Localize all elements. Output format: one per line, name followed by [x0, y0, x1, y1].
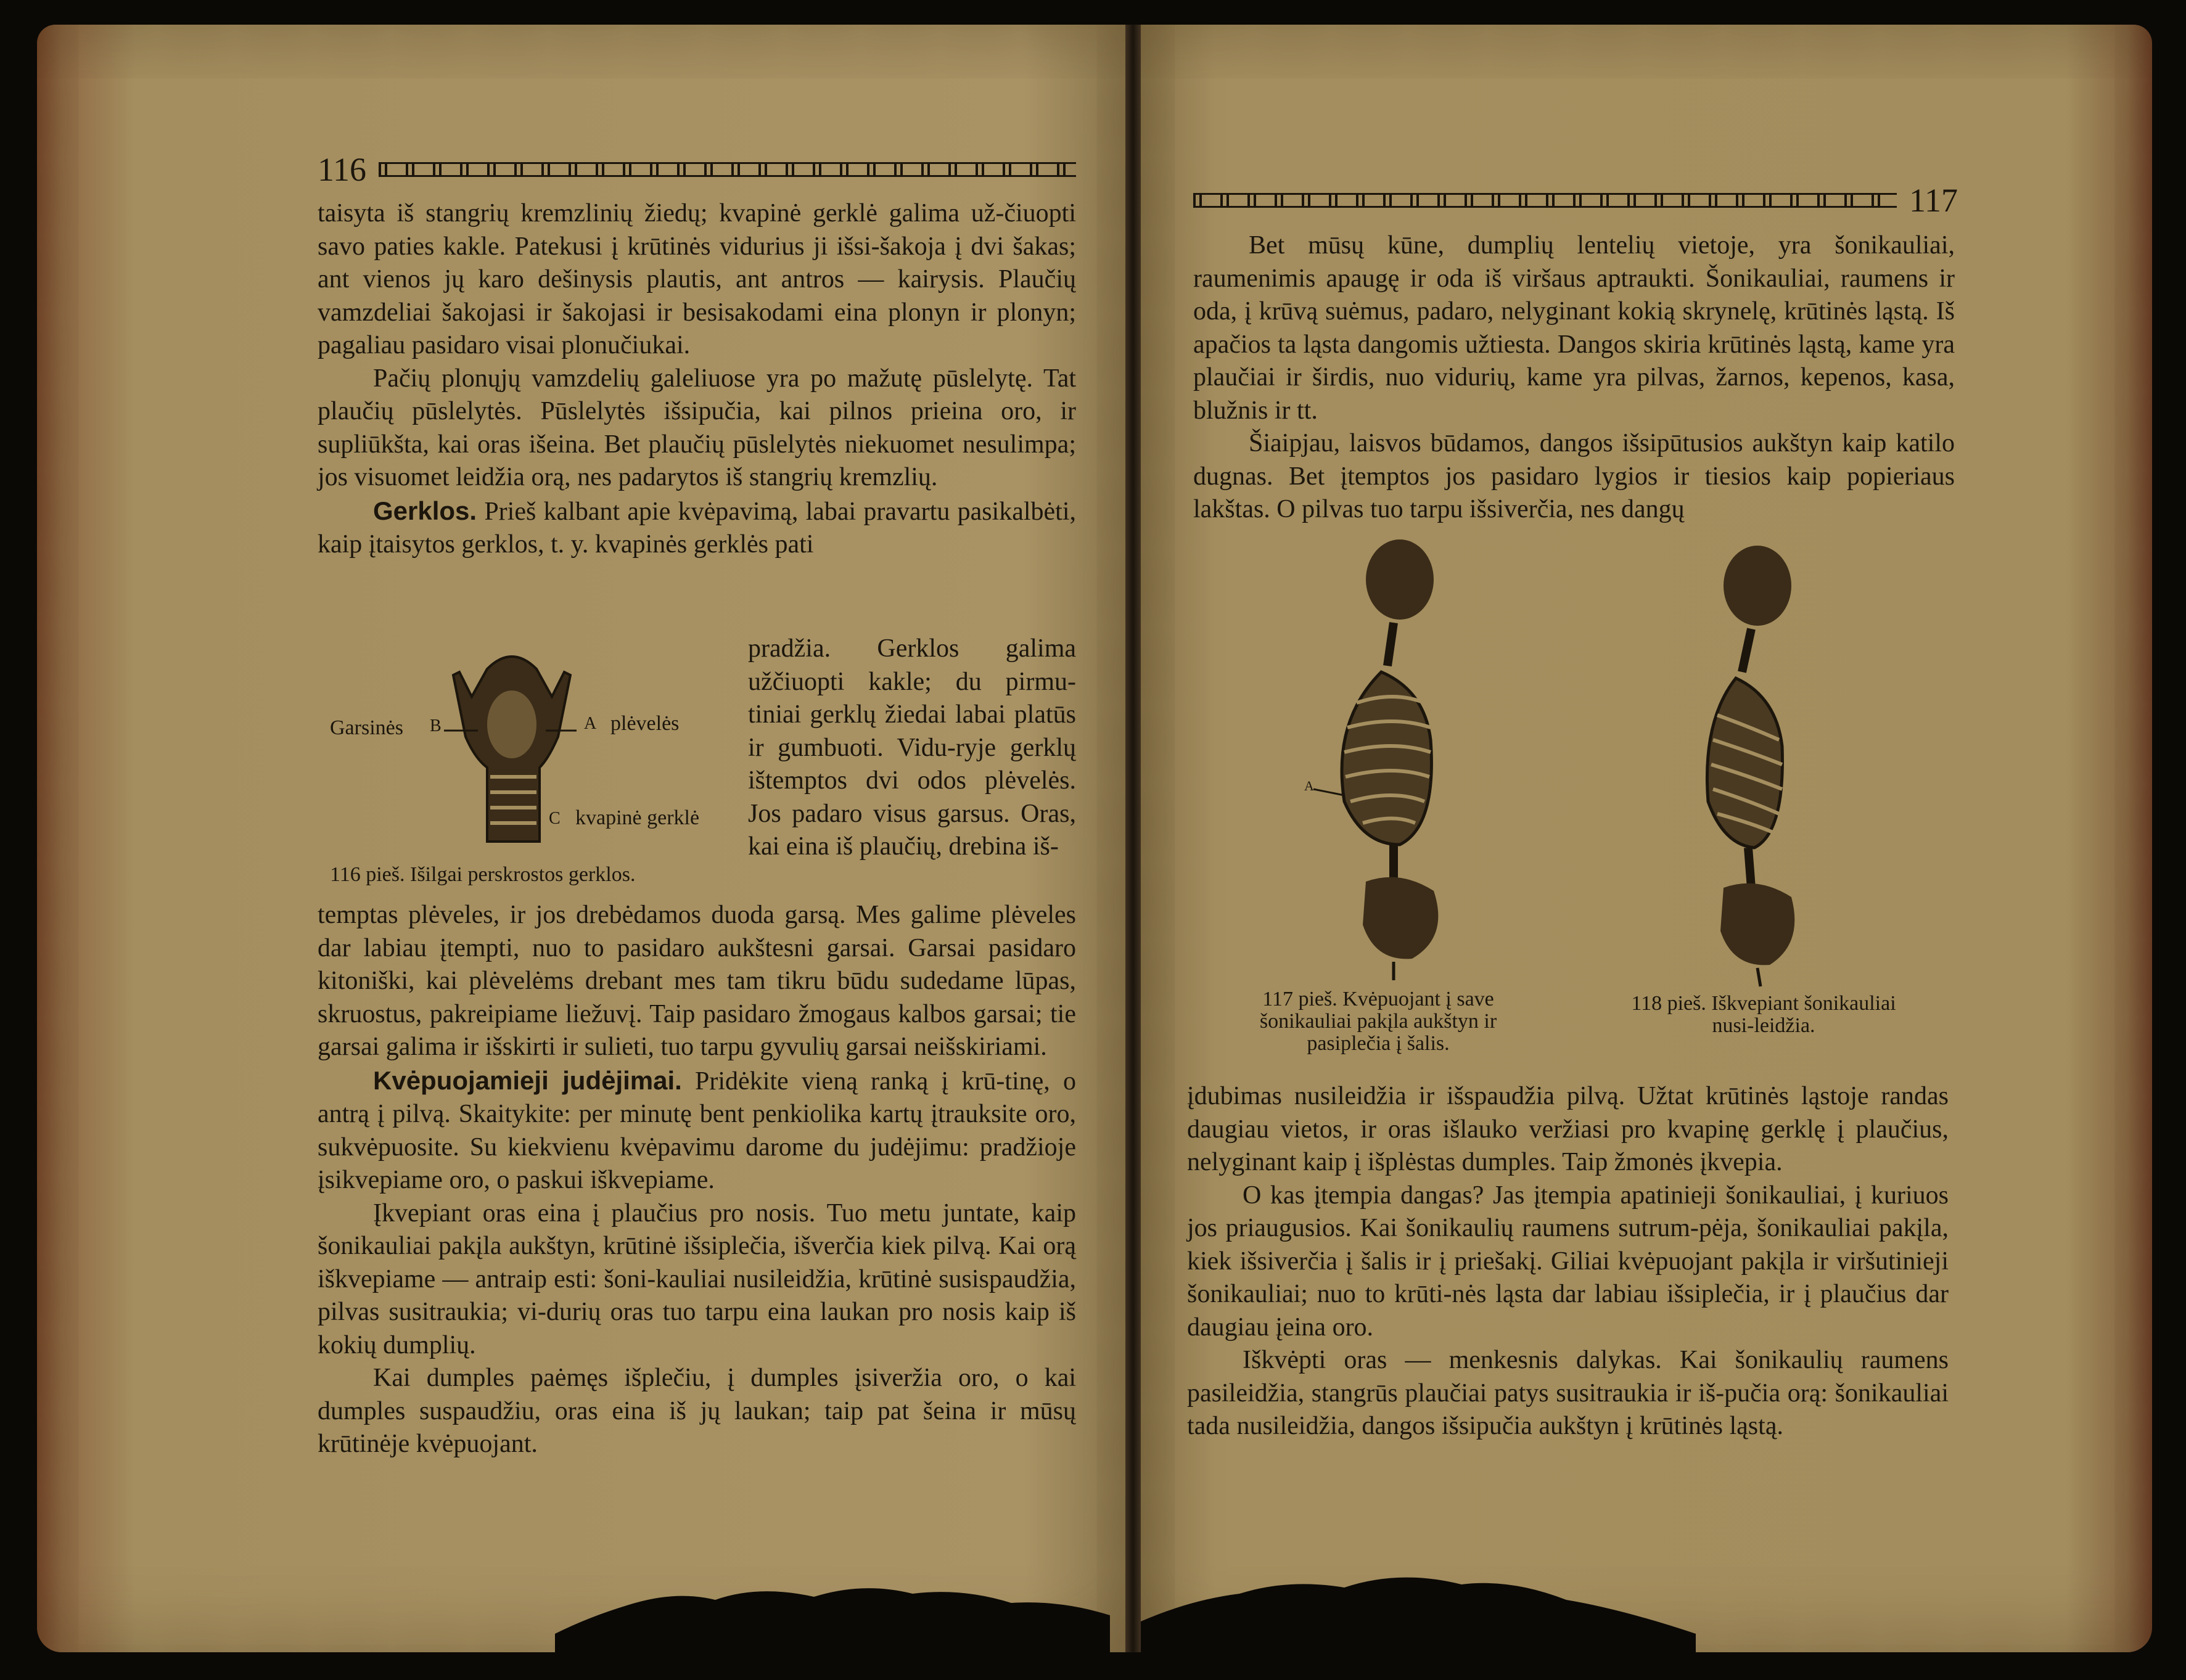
left-text-top: [318, 197, 1076, 562]
figure-label: kvapinė gerklė: [575, 806, 700, 829]
right-text-bottom: [1187, 1080, 1949, 1443]
paragraph: Įkvepiant oras eina į plaučius pro nosis. Tuo metu juntate, kaip šonikauliai pakįla aukštyn, krūtinė išsiplečia, išverčia kiek pilvą. Kai orą iškvepiame — antraip esti: šoni-kauliai nusileidžia, krūtinė susispaudžia, pilvas susitraukia; vi-durių oras tuo tarpu eina laukan pro nosis kaip iš kokių dumplių.: [318, 1199, 1076, 1359]
figure-label: A: [1304, 778, 1314, 793]
figure-label: B: [430, 716, 442, 736]
torn-edge-left: [555, 1566, 1110, 1665]
section-heading: Kvėpuojamieji judėjimai.: [373, 1065, 682, 1095]
figure-label: C: [549, 809, 561, 828]
paragraph: O kas įtempia dangas? Jas įtempia apatinieji šonikauliai, į kuriuos jos priaugusios. Kai šonikaulių raumens sutrum-pėja, šonikauliai pakįla, kiek išsiverčia į šalis ir į priešakį. Giliai kvėpuojant pakįla ir viršutinieji šonikauliai; nuo to krūti-nės ląsta dar labiau išsiplečia, ir į plaučius dar daugiau įeina oro.: [1187, 1181, 1949, 1342]
paragraph-gerklos: [318, 494, 1076, 562]
skeleton-exhale-illustration: [1665, 543, 1850, 986]
header-ornament: [379, 162, 1076, 177]
paragraph-text: Pridėkite vieną ranką į krū-tinę, o antrą į pilvą. Skaitykite: per minutę bent penkiolika kartų įtrauksite oro, sukvėpuosite. Su kiekvienu kvėpavimu darome du judėjimu: pradžioje įsikvepiame oro, o paskui iškvepiame.: [318, 1067, 1077, 1194]
paragraph: taisyta iš stangrių kremzlinių žiedų; kvapinė gerklė galima už-čiuopti savo paties kakle. Patekusi į krūtinės vidurius ji išsi-šakoja į dvi šakas; ant vienos jų karo dešinysis plautis, ant antros — kairysis. Plaučių vamzdeliai šakojasi ir šakojasi ir besisakodami eina plonyn ir plonyn; pagaliau pasidaro visai plonučiukai.: [318, 199, 1076, 359]
left-text-bottom: [318, 899, 1076, 1461]
paragraph: Pačių plonųjų vamzdelių galeliuose yra po mažutę pūslelytę. Tat plaučių pūslelytės. Pūslelytės išsipučia, kai pilnos prieina oro, ir supliūkšta, kai oras išeina. Bet plaučių pūslelytės niekuomet nesulimpa; jos visuomet leidžia orą, nes padarytos iš stangrių kremzlių.: [318, 364, 1076, 491]
paragraph-text: pradžia. Gerklos galima užčiuopti kakle; du pirmu-tiniai gerklų žiedai labai platūs ir gumbuoti. Vidu-ryje gerklų ištemptos dvi odos plėvelės. Jos padaro visus garsus. Oras, kai eina iš plaučių, drebina iš-: [748, 634, 1076, 861]
figure-label: Garsinės: [330, 716, 403, 739]
paragraph-kvepuojamieji: [318, 1064, 1076, 1197]
torn-edge-right: [1141, 1541, 1696, 1665]
left-text-column: [748, 633, 1076, 864]
figure-caption: 116 pieš. Išilgai perskrostos gerklos.: [330, 863, 636, 886]
figure-label: plėvelės: [610, 712, 680, 735]
right-text-top: [1193, 229, 1955, 527]
figure-label: A: [584, 714, 597, 733]
page-number: 116: [318, 151, 366, 188]
paragraph: Bet mūsų kūne, dumplių lentelių vietoje, yra šonikauliai, raumenimis apaugę ir oda iš viršaus aptraukti. Šonikauliai, raumens ir oda, į krūvą suėmus, padaro, nelyginant kokią skrynelę, krūtinės ląstą. Iš apačios ta ląsta dangomis užtiesta. Dangos skiria krūtinės ląstą, kame yra plaučiai ir širdis, nuo vidurių, kame yra pilvas, žarnos, kepenos, kasa, blužnis ir tt.: [1193, 231, 1955, 425]
paragraph-text: temptas plėveles, ir jos drebėdamos duoda garsą. Mes galime plėveles dar labiau įtempti, nuo to pasidaro aukštesni garsai. Garsai pasidaro kitoniški, kai plėvelėms drebant mes tam tikru būdu sudedame lūpas, skruostus, pakreipiame liežuvį. Taip pasidaro žmogaus kalbos garsai; tie garsai galima ir išskirti ir sulieti, tuo tarpu gyvulių garsai neišskiriami.: [318, 901, 1076, 1061]
paragraph: Kai dumples paėmęs išplečiu, į dumples įsiveržia oro, o kai dumples suspaudžiu, oras eina iš jų laukan; taip pat šeina ir mūsų krūtinėje kvėpuojant.: [318, 1364, 1076, 1458]
page-number: 117: [1909, 182, 1958, 219]
section-heading: Gerklos.: [373, 496, 477, 525]
paragraph-text: Prieš kalbant apie kvėpavimą, labai pravartu pasikalbėti, kaip įtaisytos gerklos, t. y. kvapinės gerklės pati: [318, 497, 1077, 559]
header-ornament: [1193, 193, 1897, 208]
left-running-header: [318, 148, 1076, 191]
figure-caption: 117 pieš. Kvėpuojant į save šonikauliai pakįla aukštyn ir pasiplečia į šalis.: [1259, 988, 1497, 1055]
book-gutter: [1125, 25, 1141, 1652]
skeleton-inhale-illustration: [1307, 536, 1492, 980]
larynx-illustration: [432, 644, 592, 848]
paragraph: Iškvėpti oras — menkesnis dalykas. Kai šonikaulių raumens pasileidžia, stangrūs plaučiai patys susitraukia ir iš-pučia orą: šonikauliai tada nusileidžia, dangos išsipučia aukštyn į krūtinės ląstą.: [1187, 1346, 1949, 1440]
paragraph: Šiaipjau, laisvos būdamos, dangos išsipūtusios aukštyn kaip katilo dugnas. Bet įtemptos jos pasidaro lygios ir tiesios kaip popieriaus lakštas. O pilvas tuo tarpu išsiverčia, nes dangų: [1193, 429, 1955, 523]
paragraph: įdubimas nusileidžia ir išspaudžia pilvą. Užtat krūtinės ląstoje randas daugiau vietos, ir oras išlauko veržiasi pro kvapinę gerklę į plaučius, nelyginant kaip į išplėstas dumples. Taip žmonės įkvepia.: [1187, 1082, 1949, 1176]
right-running-header: [1193, 179, 1958, 222]
figure-caption: 118 pieš. Iškvepiant šonikauliai nusi-leidžia.: [1631, 992, 1896, 1037]
